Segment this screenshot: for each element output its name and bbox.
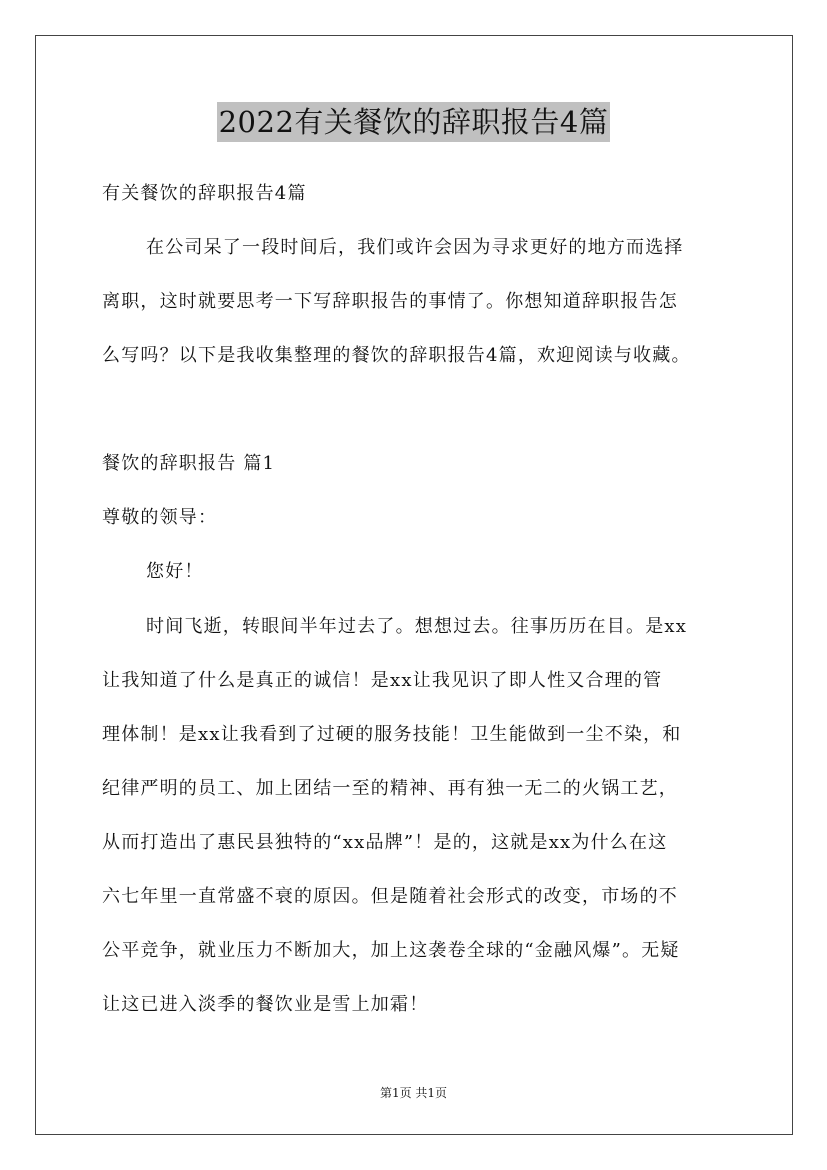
- body-line: 让这已进入淡季的餐饮业是雪上加霜！: [102, 994, 429, 1015]
- body-line: 纪律严明的员工、加上团结一至的精神、再有独一无二的火锅工艺，: [102, 778, 678, 799]
- greeting: 您好！: [146, 561, 204, 582]
- document-title: 2022有关餐饮的辞职报告4篇: [217, 102, 611, 142]
- document-subtitle: 有关餐饮的辞职报告4篇: [102, 183, 307, 204]
- salutation: 尊敬的领导：: [102, 507, 218, 528]
- intro-line: 离职，这时就要思考一下写辞职报告的事情了。你想知道辞职报告怎: [102, 291, 678, 312]
- intro-line: 么写吗？以下是我收集整理的餐饮的辞职报告4篇，欢迎阅读与收藏。: [102, 345, 691, 366]
- body-line: 理体制！是xx让我看到了过硬的服务技能！卫生能做到一尘不染，和: [102, 724, 682, 745]
- intro-line: 在公司呆了一段时间后，我们或许会因为寻求更好的地方而选择: [146, 237, 684, 258]
- body-line: 时间飞逝，转眼间半年过去了。想想过去。往事历历在目。是xx: [146, 616, 688, 637]
- section-heading: 餐饮的辞职报告 篇1: [102, 453, 276, 474]
- page-number: 第1页 共1页: [379, 1086, 448, 1100]
- body-line: 从而打造出了惠民县独特的“xx品牌”！是的，这就是xx为什么在这: [102, 832, 668, 853]
- body-line: 让我知道了什么是真正的诚信！是xx让我见识了即人性又合理的管: [102, 670, 663, 691]
- title-block: [0, 102, 827, 142]
- body-line: 公平竞争，就业压力不断加大，加上这袭卷全球的“金融风爆”。无疑: [102, 940, 680, 961]
- body-line: 六七年里一直常盛不衰的原因。但是随着社会形式的改变，市场的不: [102, 886, 678, 907]
